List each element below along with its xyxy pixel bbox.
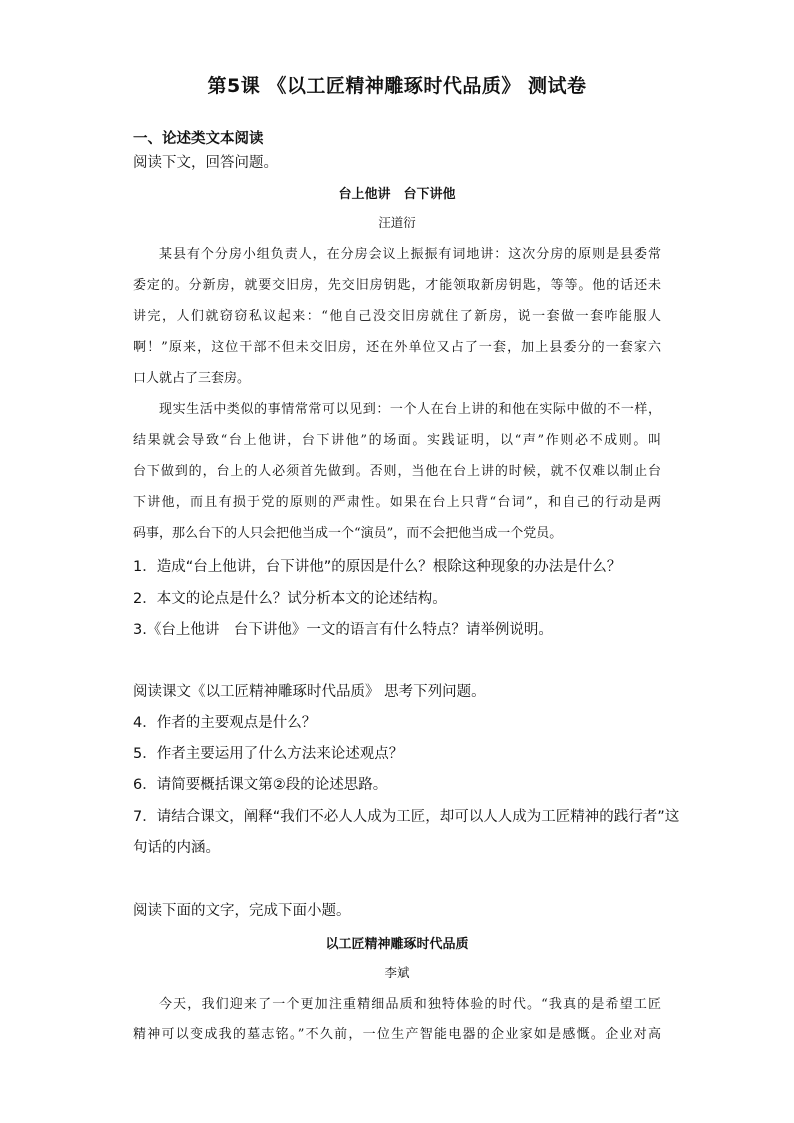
article-title: 台上他讲 台下讲他 (338, 187, 456, 202)
article-line: 下讲他，而且有损于党的原则的严肃性。如果在台上只背“台词”，和自己的行动是两 (133, 495, 661, 510)
question-6: 6．请简要概括课文第②段的论述思路。 (133, 777, 388, 793)
question-1: 1．造成“台上他讲，台下讲他”的原因是什么？根除这种现象的办法是什么？ (133, 559, 622, 575)
article-line: 讲完，人们就窃窃私议起来：“他自己没交旧房就住了新房，说一套做一套咋能服人 (133, 309, 661, 324)
page-title: 第5课 《以工匠精神雕琢时代品质》 测试卷 (207, 75, 587, 97)
question-4: 4．作者的主要观点是什么？ (133, 715, 317, 731)
article-line: 委定的。分新房，就要交旧房，先交旧房钥匙，才能领取新房钥匙，等等。他的话还未 (133, 278, 661, 293)
article-line: 啊！”原来，这位干部不但未交旧房，还在外单位又占了一套，加上县委分的一套家六 (133, 340, 661, 355)
article-line: 台下做到的，台上的人必须首先做到。否则，当他在台上讲的时候，就不仅难以制止台 (133, 464, 661, 479)
article-line: 口人就占了三套房。 (133, 371, 251, 386)
instruction-text: 阅读课文《以工匠精神雕琢时代品质》 思考下列问题。 (133, 684, 486, 700)
article-author: 汪道衍 (378, 215, 416, 230)
article-line: 现实生活中类似的事情常常可以见到：一个人在台上讲的和他在实际中做的不一样， (159, 402, 661, 417)
question-3: 3.《台上他讲 台下讲他》一文的语言有什么特点？请举例说明。 (133, 622, 553, 638)
question-2: 2．本文的论点是什么？试分析本文的论述结构。 (133, 591, 447, 607)
instruction-text: 阅读下面的文字，完成下面小题。 (133, 903, 351, 919)
question-7: 7．请结合课文，阐释“我们不必人人成为工匠，却可以人人成为工匠精神的践行者”这 (133, 809, 680, 825)
question-5: 5．作者主要运用了什么方法来论述观点？ (133, 746, 404, 762)
instruction-text: 阅读下文，回答问题。 (133, 155, 278, 171)
article-line: 某县有个分房小组负责人，在分房会议上振振有词地讲：这次分房的原则是县委常 (159, 247, 661, 262)
article-author: 李斌 (384, 965, 410, 980)
article-line: 码事，那么台下的人只会把他当成一个“演员”，而不会把他当成一个党员。 (133, 526, 563, 541)
article-line: 精神可以变成我的墓志铭。”不久前，一位生产智能电器的企业家如是感慨。企业对高 (133, 1027, 661, 1042)
article-line: 结果就会导致“台上他讲，台下讲他”的场面。实践证明，以“声”作则必不成则。叫 (133, 433, 661, 448)
question-7-continued: 句话的内涵。 (133, 840, 220, 856)
article-line: 今天，我们迎来了一个更加注重精细品质和独特体验的时代。“我真的是希望工匠 (159, 997, 661, 1012)
section-heading: 一、论述类文本阅读 (133, 131, 264, 147)
article-title: 以工匠精神雕琢时代品质 (325, 937, 469, 952)
